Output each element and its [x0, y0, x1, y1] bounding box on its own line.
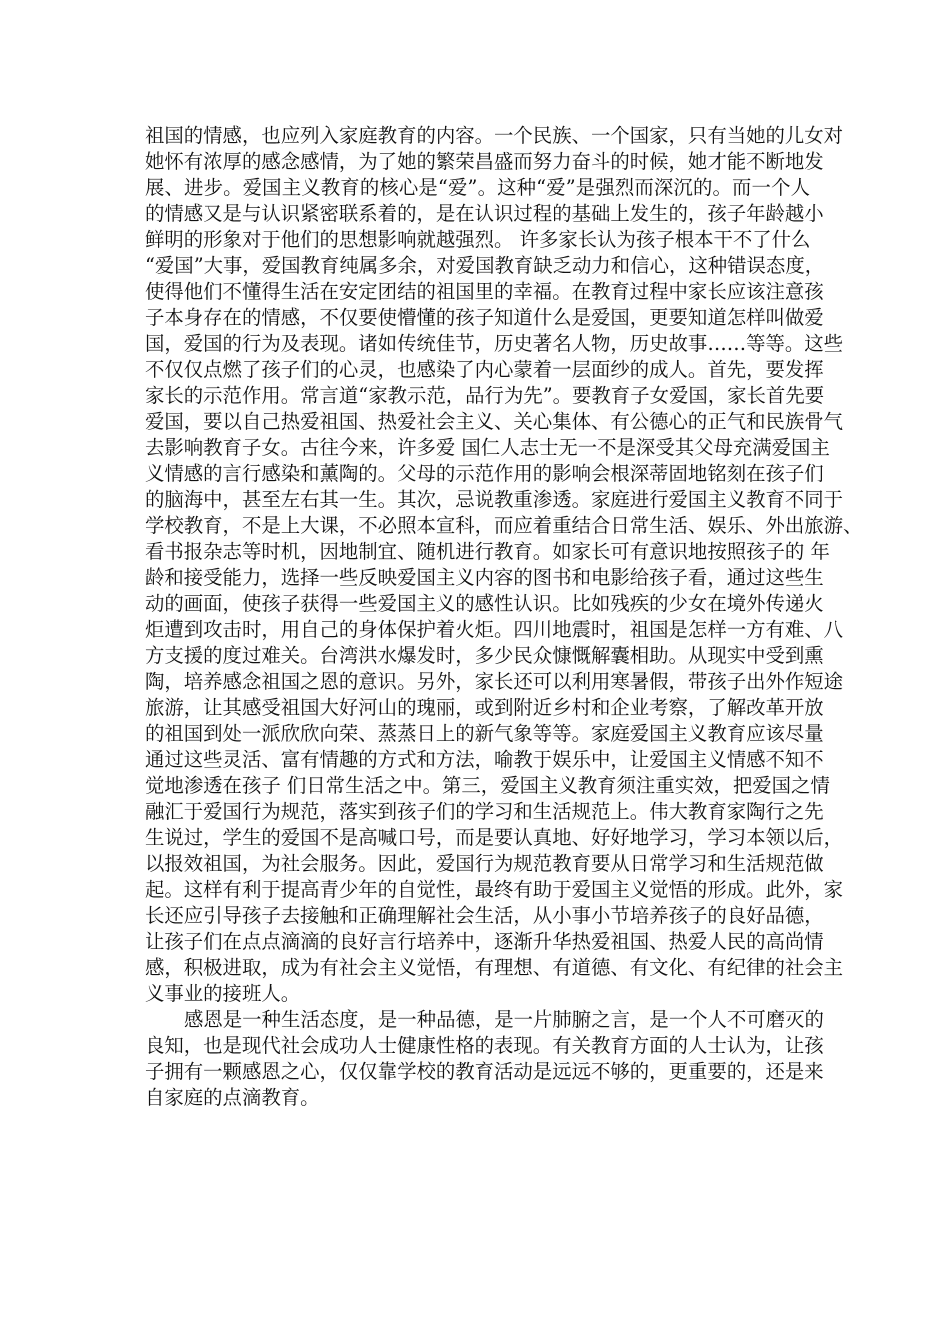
- paragraph-gratitude: [145, 1007, 824, 1111]
- document-body: [145, 123, 863, 1111]
- text-line: “爱国”大事，爱国教育纯属多余，对爱国教育缺乏动力和信心，这种错误态度，: [145, 254, 825, 277]
- text-line: 以报效祖国，为社会服务。因此，爱国行为规范教育要从日常学习和生活规范做: [145, 852, 824, 875]
- text-line: 炬遭到攻击时，用自己的身体保护着火炬。四川地震时，祖国是怎样一方有难、八: [145, 618, 844, 641]
- text-line: 起。这样有利于提高青少年的自觉性，最终有助于爱国主义觉悟的形成。此外，家: [145, 878, 844, 901]
- text-line: 自家庭的点滴教育。: [145, 1086, 320, 1109]
- text-line: 去影响教育子女。古往今来，许多爱 国仁人志士无一不是深受其父母充满爱国主: [145, 436, 830, 459]
- text-line: 通过这些灵活、富有情趣的方式和方法，喻教于娱乐中，让爱国主义情感不知不: [145, 748, 824, 771]
- text-line: 看书报杂志等时机，因地制宜、随机进行教育。如家长可有意识地按照孩子的 年: [145, 540, 830, 563]
- text-line: 感，积极进取，成为有社会主义觉悟，有理想、有道德、有文化、有纪律的社会主: [145, 956, 844, 979]
- text-line: 陶，培养感念祖国之恩的意识。另外，家长还可以利用寒暑假，带孩子出外作短途: [145, 670, 844, 693]
- text-line: 她怀有浓厚的感念感情，为了她的繁荣昌盛而努力奋斗的时候，她才能不断地发: [145, 150, 824, 173]
- text-line: 觉地渗透在孩子 们日常生活之中。第三，爱国主义教育须注重实效，把爱国之情: [145, 774, 830, 797]
- text-line: 动的画面，使孩子获得一些爱国主义的感性认识。比如残疾的少女在境外传递火: [145, 592, 824, 615]
- text-line: 让孩子们在点点滴滴的良好言行培养中，逐渐升华热爱祖国、热爱人民的高尚情: [145, 930, 824, 953]
- text-line: 不仅仅点燃了孩子们的心灵，也感染了内心蒙着一层面纱的成人。首先，要发挥: [145, 358, 824, 381]
- text-line: 的祖国到处一派欣欣向荣、蒸蒸日上的新气象等等。家庭爱国主义教育应该尽量: [145, 722, 824, 745]
- text-line: 生说过，学生的爱国不是高喊口号，而是要认真地、好好地学习，学习本领以后，: [145, 826, 844, 849]
- paragraph-patriotism: [145, 123, 863, 1007]
- text-line: 家长的示范作用。常言道“家教示范，品行为先”。要教育子女爱国，家长首先要: [145, 384, 825, 407]
- text-line: 的脑海中，甚至左右其一生。其次，忌说教重渗透。家庭进行爱国主义教育不同于: [145, 488, 844, 511]
- text-line: 子拥有一颗感恩之心，仅仅靠学校的教育活动是远远不够的，更重要的，还是来: [145, 1060, 824, 1083]
- text-line: 使得他们不懂得生活在安定团结的祖国里的幸福。在教育过程中家长应该注意孩: [145, 280, 824, 303]
- text-line: 学校教育，不是上大课，不必照本宣科，而应着重结合日常生活、娱乐、外出旅游、: [145, 514, 863, 537]
- text-line: 义事业的接班人。: [145, 982, 301, 1005]
- text-line: 长还应引导孩子去接触和正确理解社会生活，从小事小节培养孩子的良好品德，: [145, 904, 824, 927]
- text-line: 祖国的情感，也应列入家庭教育的内容。一个民族、一个国家，只有当她的儿女对: [145, 124, 844, 147]
- text-line: 旅游，让其感受祖国大好河山的瑰丽，或到附近乡村和企业考察，了解改革开放: [145, 696, 824, 719]
- text-line: 龄和接受能力，选择一些反映爱国主义内容的图书和电影给孩子看，通过这些生: [145, 566, 824, 589]
- text-line: 良知，也是现代社会成功人士健康性格的表现。有关教育方面的人士认为，让孩: [145, 1034, 824, 1057]
- text-line: 鲜明的形象对于他们的思想影响就越强烈。 许多家长认为孩子根本干不了什么: [145, 228, 811, 251]
- text-line: 子本身存在的情感，不仅要使懵懂的孩子知道什么是爱国，更要知道怎样叫做爱: [145, 306, 824, 329]
- text-line: 义情感的言行感染和薰陶的。父母的示范作用的影响会根深蒂固地铭刻在孩子们: [145, 462, 824, 485]
- text-line: 国，爱国的行为及表现。诸如传统佳节，历史著名人物，历史故事……等等。这些: [145, 332, 844, 355]
- text-line: 融汇于爱国行为规范，落实到孩子们的学习和生活规范上。伟大教育家陶行之先: [145, 800, 824, 823]
- text-line: 感恩是一种生活态度，是一种品德，是一片肺腑之言，是一个人不可磨灭的: [184, 1008, 824, 1031]
- text-line: 方支援的度过难关。台湾洪水爆发时，多少民众慷慨解囊相助。从现实中受到熏: [145, 644, 824, 667]
- text-line: 展、进步。爱国主义教育的核心是“爱”。这种“爱”是强烈而深沉的。而一个人: [145, 176, 810, 199]
- text-line: 爱国，要以自己热爱祖国、热爱社会主义、关心集体、有公德心的正气和民族骨气: [145, 410, 844, 433]
- text-line: 的情感又是与认识紧密联系着的，是在认识过程的基础上发生的，孩子年龄越小: [145, 202, 824, 225]
